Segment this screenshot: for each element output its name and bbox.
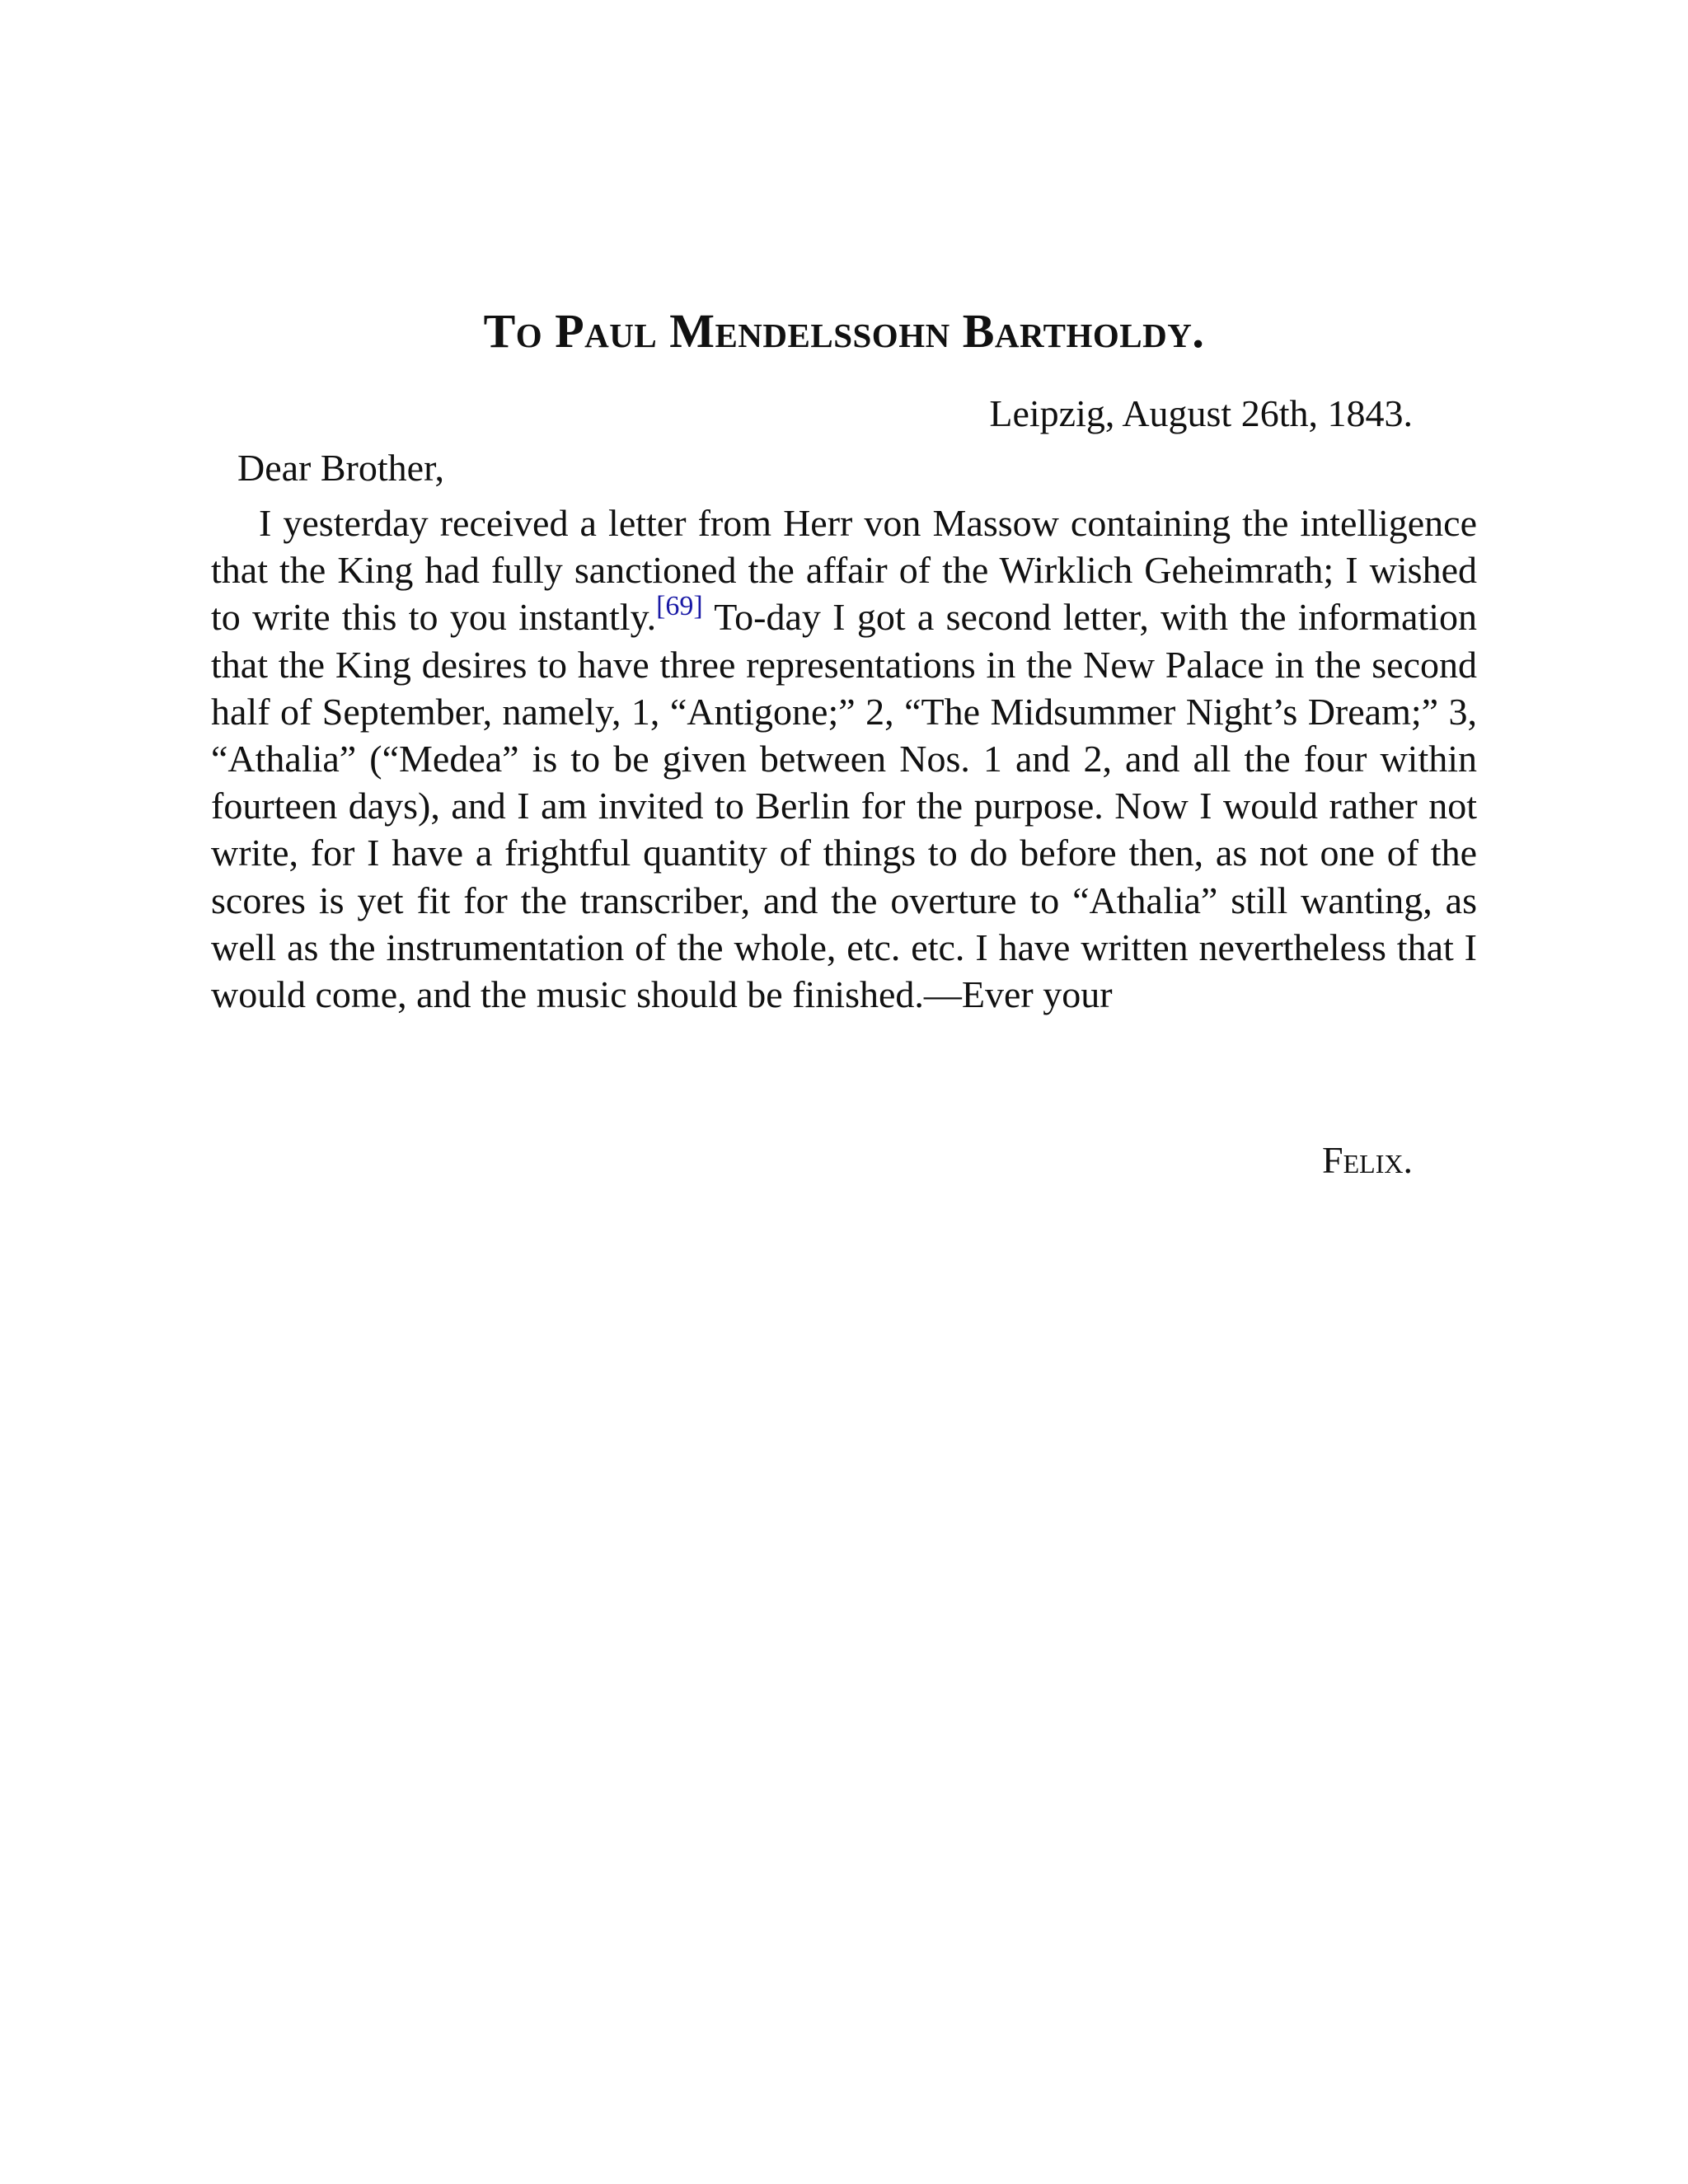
letter-salutation: Dear Brother, — [237, 447, 445, 489]
letter-body-part1: I yesterday received a letter from Herr von Massow containing the intelligence that the King had fully sanctioned the affair of the Wirklich Geheimrath; I wished to write this to you instantly. — [211, 502, 1477, 639]
letter-body — [211, 499, 1477, 1018]
letter-dateline: Leipzig, August 26th, 1843. — [989, 392, 1413, 434]
letter-body-part2: To-day I got a second letter, with the information that the King desires to have three representations in the New Palace in the second half of September, namely, 1, “Antigone;” 2, “The Midsummer Night’s Dream;” 3, “Athalia” (“Medea” is to be given between Nos. 1 and 2, and all the four within fourteen days), and I am invited to Berlin for the purpose. Now I would rather not write, for I have a frightful quantity of things to do before then, as not one of the scores is yet fit for the transcriber, and the overture to “Athalia” still wanting, as well as the instrumentation of the whole, etc. etc. I have written nevertheless that I would come, and the music should be finished.—Ever your — [211, 596, 1477, 1016]
letter-signature: Felix. — [1322, 1139, 1413, 1181]
letter-title: To Paul Mendelssohn Bartholdy. — [483, 304, 1205, 358]
footnote-link[interactable]: [69] — [656, 591, 703, 622]
